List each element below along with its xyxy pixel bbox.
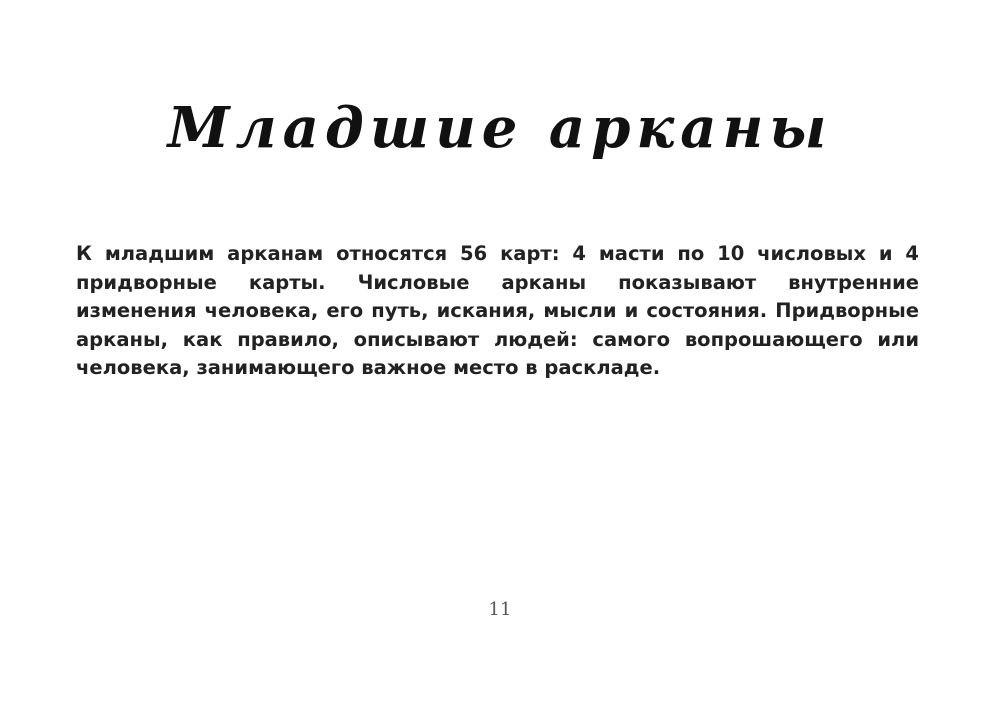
page-number: 11 bbox=[488, 599, 512, 620]
chapter-heading: Младшие арканы bbox=[167, 95, 833, 161]
body-paragraph: К младшим арканам относятся 56 карт: 4 масти по 10 числовых и 4 придворные карты. Числовые арканы показывают внутренние изменения человека, его путь, искания, мысли и состояния. Придворные арканы, как правило, описывают людей: самого вопрошающего или человека, занимающего важное место в раскладе. bbox=[76, 242, 919, 379]
